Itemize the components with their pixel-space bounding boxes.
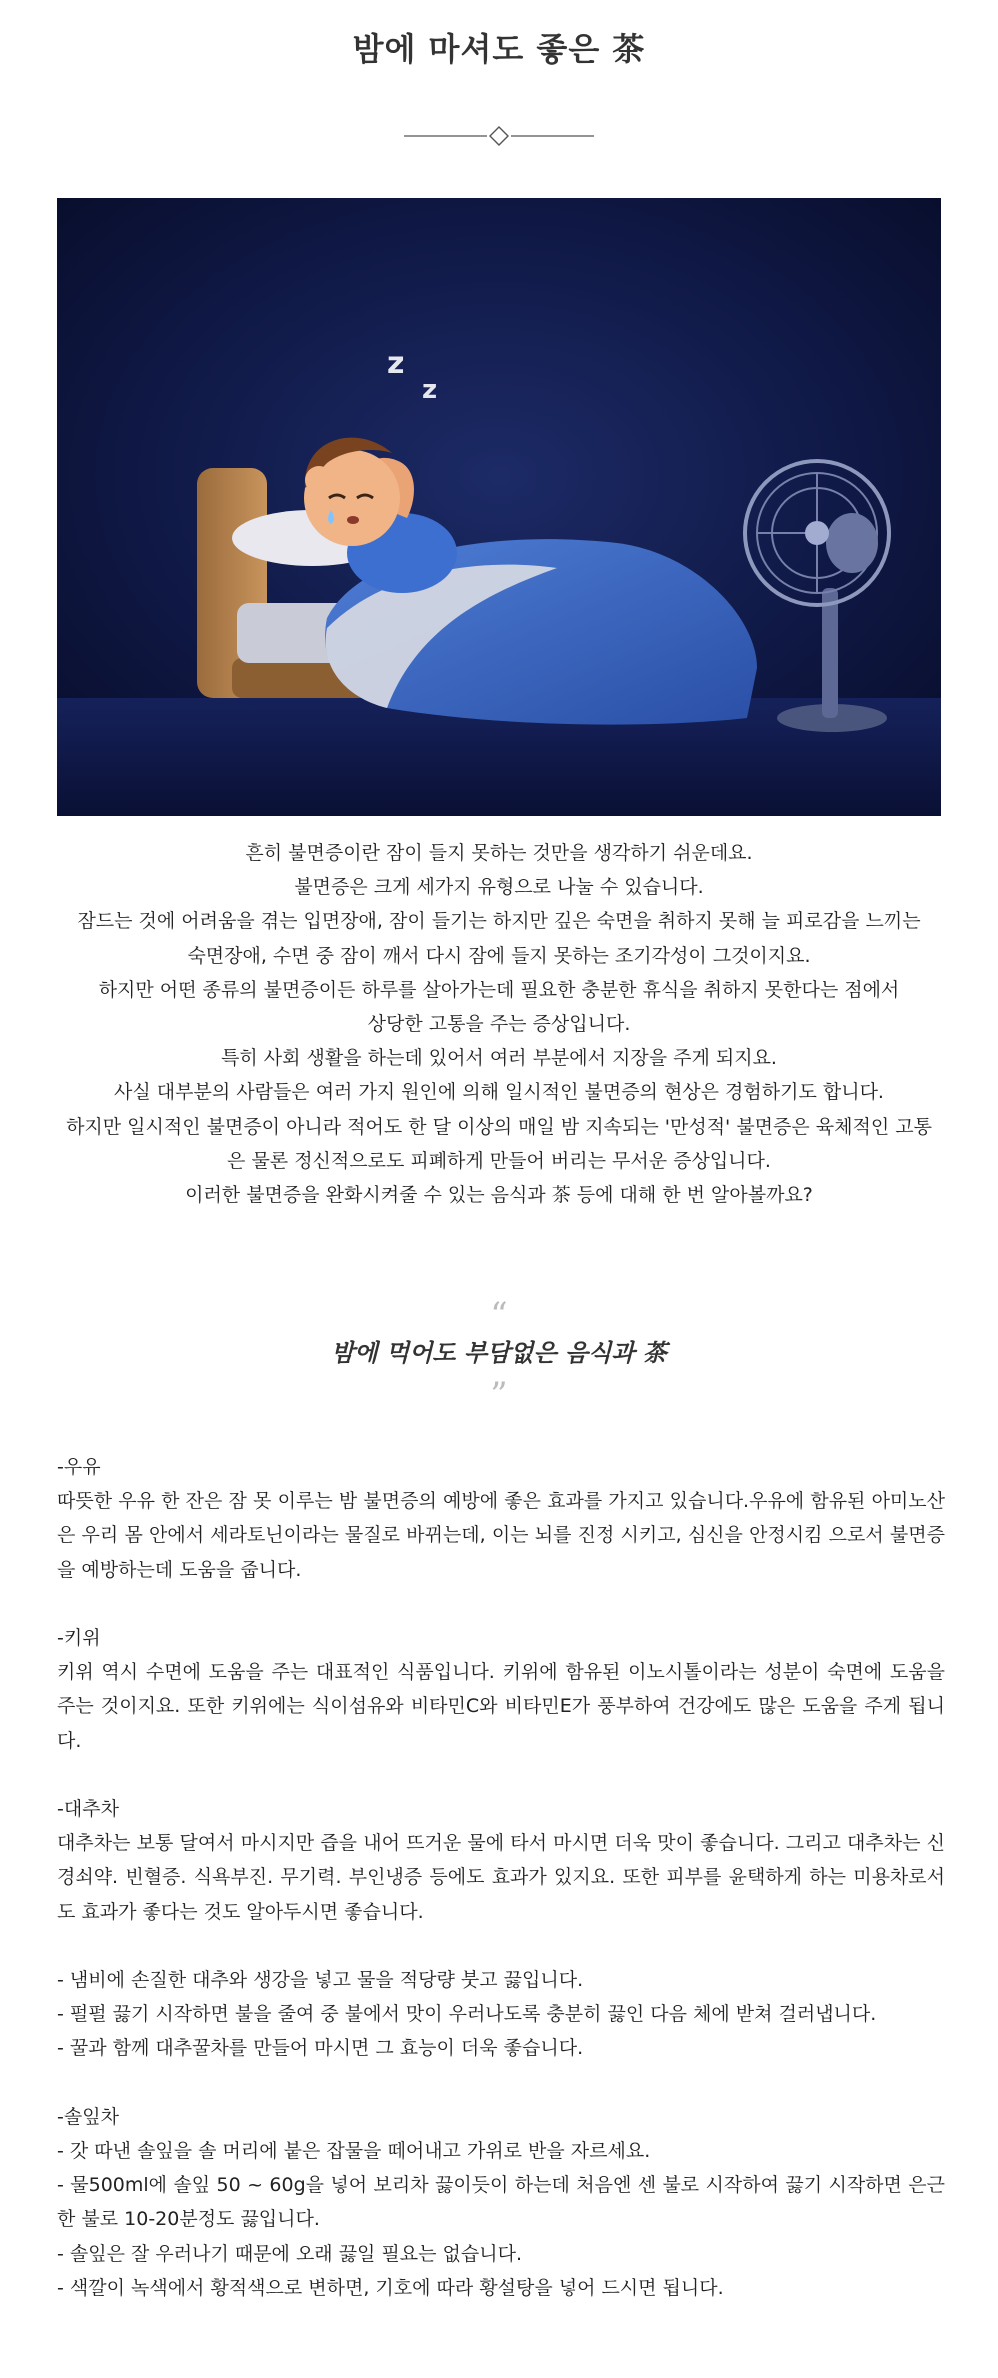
page-title: 밤에 마셔도 좋은 茶 (352, 30, 646, 68)
jujube-heading: -대추차 (57, 1798, 119, 1820)
article-body (57, 1450, 945, 2305)
intro-line: 흔히 불면증이란 잠이 들지 못하는 것만을 생각하기 쉬운데요. (245, 842, 753, 864)
pine-step: - 색깔이 녹색에서 황적색으로 변하면, 기호에 따라 황설탕을 넣어 드시면 됩니다. (57, 2276, 724, 2299)
kiwi-heading: -키위 (57, 1627, 101, 1649)
jujube-body: 대추차는 보통 달여서 마시지만 즙을 내어 뜨거운 물에 타서 마시면 더욱 맛이 좋습니다. 그리고 대추차는 신경쇠약. 빈혈증. 식욕부진. 무기력. 부인냉증 등에도 효과가 있지요. 또한 피부를 윤택하게 하는 미용차로서도 효과가 좋다는 것도 알아두시면 좋습니다. (57, 1832, 945, 1923)
snore-letter: z (387, 346, 405, 381)
pine-step: - 갓 따낸 솔잎을 솔 머리에 붙은 잡물을 떼어내고 가위로 반을 자르세요. (57, 2140, 651, 2162)
snore-letter: z (422, 375, 438, 405)
jujube-step: - 펄펄 끓기 시작하면 불을 줄여 중 불에서 맛이 우러나도록 충분히 끓인 다음 체에 받쳐 걸러냅니다. (57, 2003, 877, 2026)
kiwi-body: 키위 역시 수면에 도움을 주는 대표적인 식품입니다. 키위에 함유된 이노시톨이라는 성분이 숙면에 도움을 주는 것이지요. 또한 키위에는 식이섬유와 비타민C와 비타민E가 풍부하여 건강에도 많은 도움을 주게 됩니다. (57, 1661, 945, 1752)
jujube-step: - 꿀과 함께 대추꿀차를 만들어 마시면 그 효능이 더욱 좋습니다. (57, 2037, 584, 2060)
intro-line: 숙면장애, 수면 중 잠이 깨서 다시 잠에 들지 못하는 조기각성이 그것이지요. (187, 944, 811, 967)
pine-step: - 물500ml에 솔잎 50 ~ 60g을 넣어 보리차 끓이듯이 하는데 처음엔 센 불로 시작하여 끓기 시작하면 은근한 불로 10-20분정도 끓입니다. (57, 2174, 945, 2231)
intro-line: 사실 대부분의 사람들은 여러 가지 원인에 의해 일시적인 불면증의 현상은 경험하기도 합니다. (114, 1081, 884, 1104)
pine-heading: -솔잎차 (57, 2105, 119, 2128)
open-quote-icon: “ (490, 1295, 508, 1335)
intro-line: 하지만 어떤 종류의 불면증이든 하루를 살아가는데 필요한 충분한 휴식을 취하지 못한다는 점에서 (98, 978, 900, 1001)
milk-heading: -우유 (57, 1456, 101, 1478)
close-quote-icon: ” (490, 1375, 508, 1415)
intro-line: 불면증은 크게 세가지 유형으로 나눌 수 있습니다. (294, 876, 704, 899)
intro-line: 상당한 고통을 주는 증상입니다. (367, 1013, 631, 1036)
diamond-icon (490, 127, 508, 145)
intro-line: 잠드는 것에 어려움을 겪는 입면장애, 잠이 들기는 하지만 깊은 숙면을 취하지 못해 늘 피로감을 느끼는 (77, 910, 921, 933)
intro-line: 은 물론 정신적으로도 피폐하게 만들어 버리는 무서운 증상입니다. (227, 1149, 771, 1172)
intro-text (40, 836, 958, 1212)
intro-line: 이러한 불면증을 완화시켜줄 수 있는 음식과 茶 등에 대해 한 번 알아볼까요? (185, 1184, 813, 1207)
intro-line: 하지만 일시적인 불면증이 아니라 적어도 한 달 이상의 매일 밤 지속되는 '만성적' 불면증은 육체적인 고통 (66, 1115, 932, 1138)
jujube-step: - 냄비에 손질한 대추와 생강을 넣고 물을 적당량 붓고 끓입니다. (57, 1969, 584, 1991)
section-subtitle: 밤에 먹어도 부담없은 음식과 茶 (331, 1338, 667, 1367)
pine-step: - 솔잎은 잘 우러나기 때문에 오래 끓일 필요는 없습니다. (57, 2242, 523, 2265)
hero-image (57, 198, 941, 816)
intro-line: 특히 사회 생활을 하는데 있어서 여러 부분에서 지장을 주게 되지요. (221, 1047, 777, 1070)
title-divider (404, 124, 594, 148)
sleeping-man-illustration (57, 198, 941, 816)
milk-body: 따뜻한 우유 한 잔은 잠 못 이루는 밤 불면증의 예방에 좋은 효과를 가지고 있습니다.우유에 함유된 아미노산은 우리 몸 안에서 세라토닌이라는 물질로 바뀌는데, 이는 뇌를 진정 시키고, 심신을 안정시킴 으로서 불면증을 예방하는데 도움을 줍니다. (57, 1490, 945, 1581)
